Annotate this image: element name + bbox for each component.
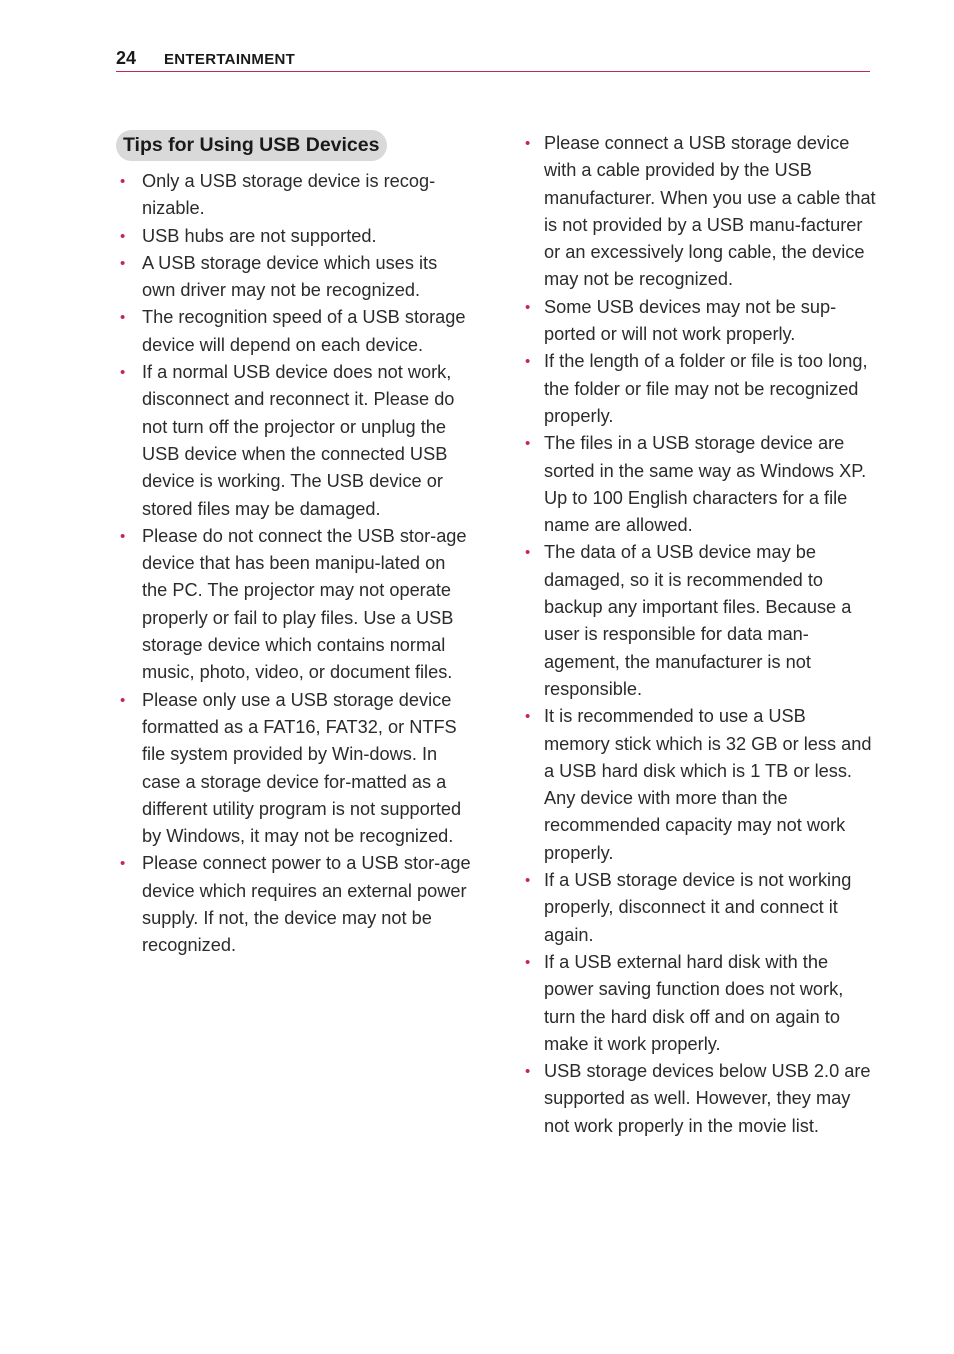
bullet-icon: • <box>525 135 531 152</box>
right-column <box>524 130 876 1140</box>
list-item-text: The files in a USB storage device are sorted in the same way as Windows XP. Up to 100 English characters for a file name are allowed. <box>544 433 867 536</box>
list-item <box>116 359 472 523</box>
list-item <box>524 539 876 703</box>
list-item <box>116 523 472 687</box>
bullet-icon: • <box>525 708 531 726</box>
list-item-text: Please connect a USB storage device with a cable provided by the USB manufacturer. When you use a cable that is not provided by a USB manu-facturer or an excessively long cable, the device may not be recognized. <box>544 133 876 290</box>
bullet-icon: • <box>120 527 126 545</box>
list-item-text: If a normal USB device does not work, disconnect and reconnect it. Please do not turn off the projector or unplug the USB device when the connected USB device is working. The USB device or stored files may be damaged. <box>142 362 455 519</box>
bullet-icon: • <box>525 298 531 316</box>
list-item <box>116 223 472 250</box>
list-item <box>116 168 472 223</box>
section-title: ENTERTAINMENT <box>164 51 296 68</box>
bullet-icon: • <box>525 1063 531 1081</box>
bullet-icon: • <box>120 254 126 272</box>
list-item-text: USB storage devices below USB 2.0 are supported as well. However, they may not work properly in the movie list. <box>544 1061 871 1136</box>
list-item-text: Please connect power to a USB stor-age device which requires an external power supply. If not, the device may not be recognized. <box>142 853 471 956</box>
bullet-icon: • <box>120 691 126 709</box>
list-item <box>524 130 876 294</box>
list-item <box>116 850 472 959</box>
list-item-text: If the length of a folder or file is too long, the folder or file may not be recognized properly. <box>544 351 868 426</box>
list-item <box>524 949 876 1058</box>
list-item-text: It is recommended to use a USB memory stick which is 32 GB or less and a USB hard disk which is 1 TB or less. Any device with more than the recommended capacity may not work properly. <box>544 706 872 863</box>
list-item-text: The data of a USB device may be damaged, so it is recommended to backup any important files. Because a user is responsible for data man-agement, the manufacturer is not responsible. <box>544 542 852 699</box>
list-item-text: Please do not connect the USB stor-age device that has been manipu-lated on the PC. The projector may not operate properly or fail to play files. Use a USB storage device which contains normal music, photo, video, or document files. <box>142 525 467 683</box>
list-item <box>524 430 876 539</box>
bullet-icon: • <box>525 435 531 453</box>
list-item <box>116 687 472 851</box>
list-item-text: Only a USB storage device is recog-nizable. <box>142 171 436 219</box>
list-item <box>524 703 876 867</box>
section-heading: Tips for Using USB Devices <box>116 130 387 161</box>
list-item-text: If a USB external hard disk with the power saving function does not work, turn the hard disk off and on again to make it work properly. <box>544 951 844 1054</box>
list-item-text: Some USB devices may not be sup-ported or will not work properly. <box>544 296 837 345</box>
list-item-text: Please only use a USB storage device formatted as a FAT16, FAT32, or NTFS file system provided by Win-dows. In case a storage device for-matted as a different utility program is not supported by Windows, it may not be recognized. <box>142 689 462 847</box>
list-item <box>116 304 472 359</box>
bullet-icon: • <box>525 544 531 562</box>
bullet-icon: • <box>120 173 126 190</box>
page-header <box>116 48 870 72</box>
bullet-icon: • <box>525 353 531 371</box>
list-item <box>524 348 876 430</box>
bullet-icon: • <box>120 855 126 873</box>
list-item <box>524 867 876 949</box>
right-bullet-list <box>524 130 876 1140</box>
bullet-icon: • <box>120 364 126 382</box>
bullet-icon: • <box>525 953 531 971</box>
list-item <box>524 1058 876 1140</box>
list-item-text: The recognition speed of a USB storage device will depend on each device. <box>142 307 466 355</box>
left-bullet-list <box>116 168 472 960</box>
page-number: 24 <box>116 48 137 68</box>
list-item <box>116 250 472 305</box>
bullet-icon: • <box>120 309 126 327</box>
left-column <box>116 130 472 960</box>
list-item-text: USB hubs are not supported. <box>142 225 377 246</box>
list-item-text: If a USB storage device is not working properly, disconnect it and connect it again. <box>544 870 852 945</box>
bullet-icon: • <box>120 227 126 245</box>
list-item <box>524 294 876 349</box>
list-item-text: A USB storage device which uses its own driver may not be recognized. <box>142 252 438 301</box>
bullet-icon: • <box>525 872 531 890</box>
